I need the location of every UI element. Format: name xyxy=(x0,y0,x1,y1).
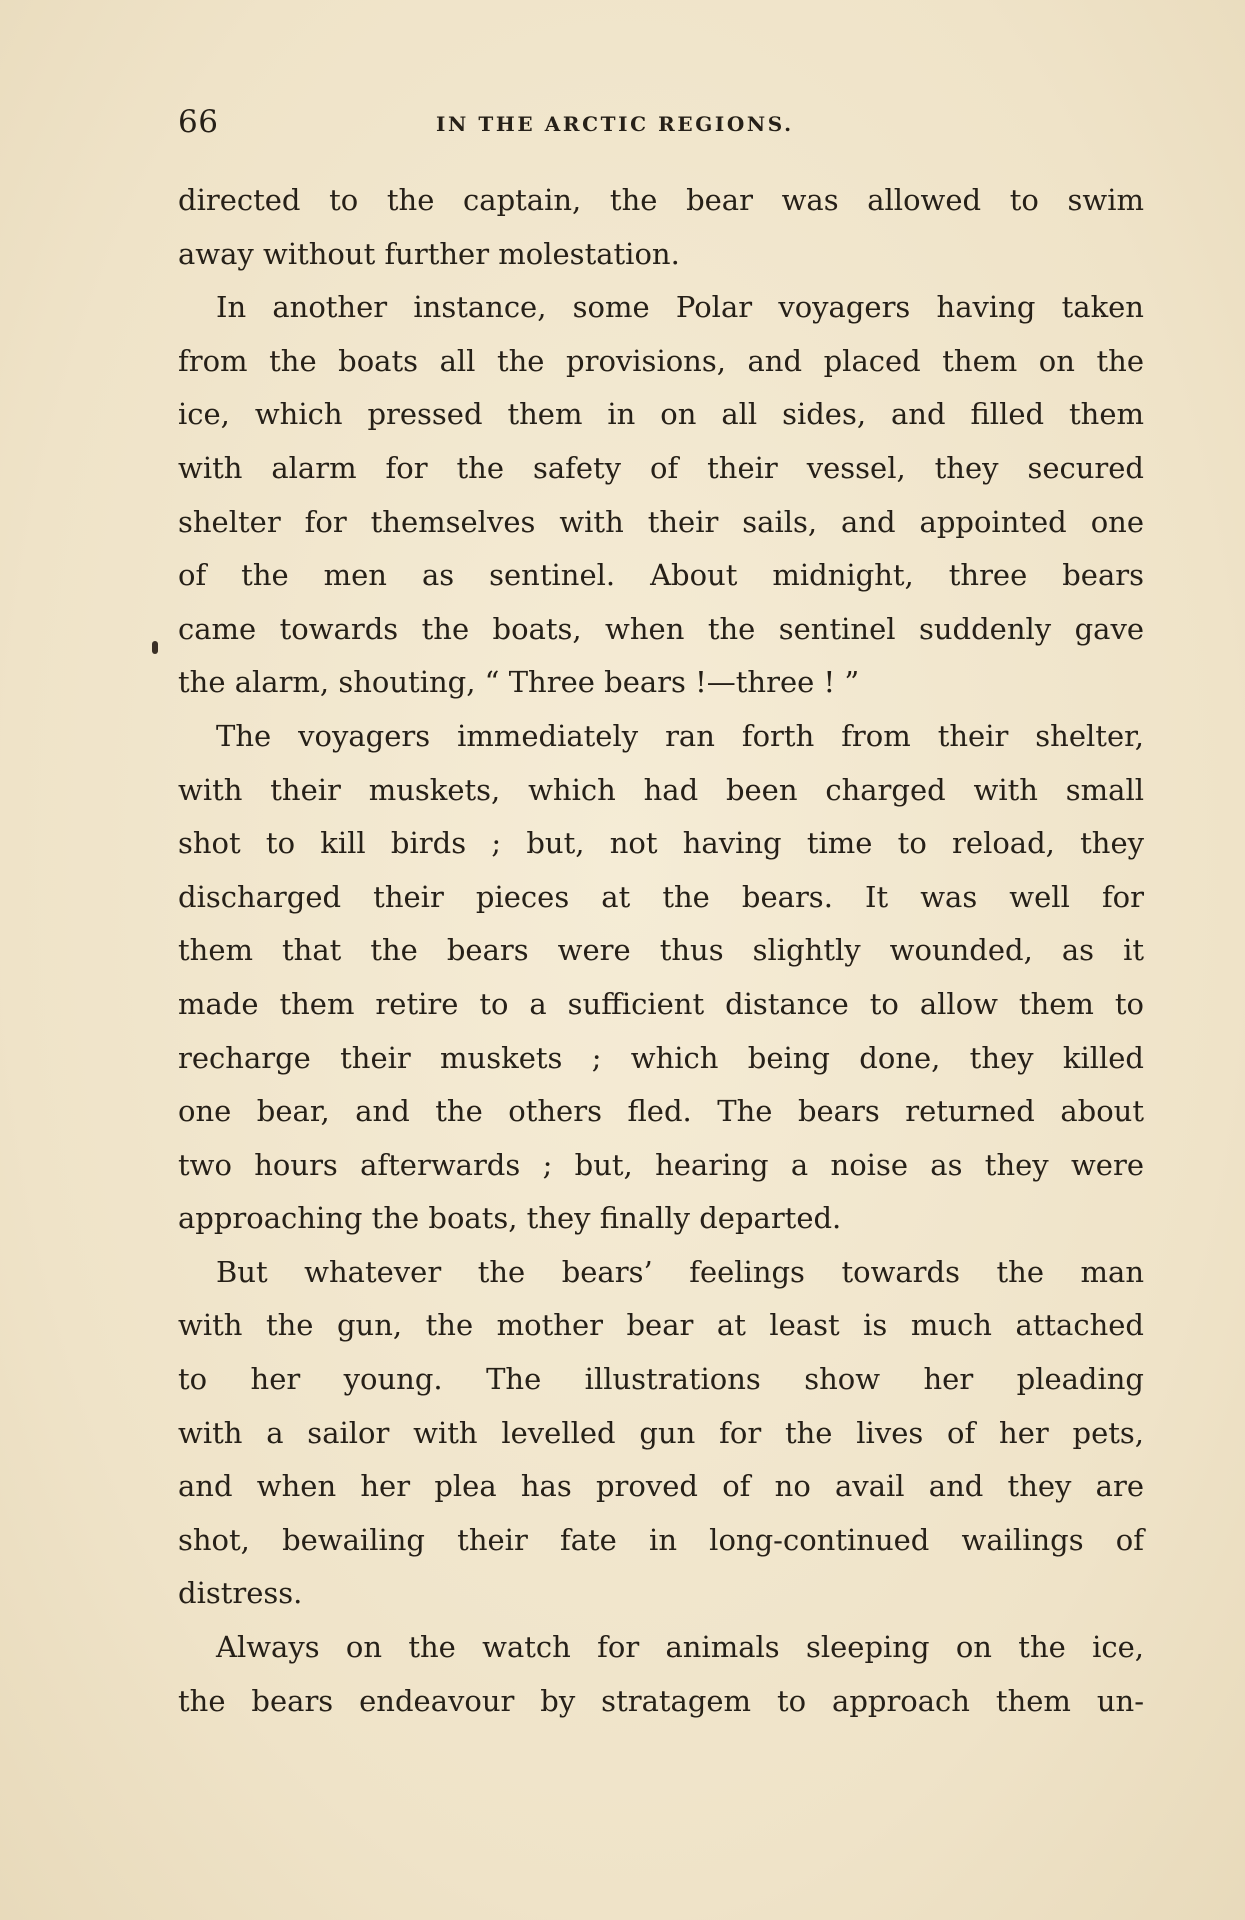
text-line: distress. xyxy=(178,1576,303,1611)
text-line: came towards the boats, when the sentinel suddenly gave xyxy=(178,611,1144,646)
text-line: and when her plea has proved of no avail and they are xyxy=(178,1469,1144,1504)
text-line: But whatever the bears’ feelings towards the man xyxy=(216,1254,1144,1289)
text-line: shelter for themselves with their sails, and appointed one xyxy=(178,504,1144,539)
text-line: them that the bears were thus slightly wounded, as it xyxy=(178,933,1144,968)
text-line: approaching the boats, they finally departed. xyxy=(178,1201,842,1236)
text-line: The voyagers immediately ran forth from their shelter, xyxy=(216,718,1144,753)
text-line: In another instance, some Polar voyagers having taken xyxy=(216,290,1144,325)
text-line: directed to the captain, the bear was allowed to swim xyxy=(178,183,1144,217)
text-line: made them retire to a sufficient distance to allow them to xyxy=(178,986,1144,1021)
text-line: ice, which pressed them in on all sides, and filled them xyxy=(178,397,1144,432)
text-line: two hours afterwards ; but, hearing a noise as they were xyxy=(178,1147,1144,1182)
page-number: 66 xyxy=(178,104,219,140)
text-line: with the gun, the mother bear at least is much attached xyxy=(178,1308,1144,1343)
body-text xyxy=(178,174,1144,1728)
text-line: the bears endeavour by stratagem to approach them un- xyxy=(178,1683,1144,1718)
text-line: shot to kill birds ; but, not having time to reload, they xyxy=(178,826,1144,861)
running-head: IN THE ARCTIC REGIONS. xyxy=(436,112,794,136)
text-line: to her young. The illustrations show her pleading xyxy=(178,1362,1144,1397)
text-line: discharged their pieces at the bears. It was well for xyxy=(178,879,1144,914)
text-line: away without further molestation. xyxy=(178,236,680,271)
text-line: from the boats all the provisions, and placed them on the xyxy=(178,343,1144,378)
text-line: with their muskets, which had been charged with small xyxy=(178,772,1144,807)
page-header xyxy=(178,104,1143,144)
text-line: Always on the watch for animals sleeping on the ice, xyxy=(216,1630,1144,1665)
text-line: recharge their muskets ; which being done, they killed xyxy=(178,1040,1144,1075)
text-line: shot, bewailing their fate in long-continued wailings of xyxy=(178,1522,1144,1557)
text-line: one bear, and the others fled. The bears returned about xyxy=(178,1094,1144,1129)
text-line: the alarm, shouting, “ Three bears !—three ! ” xyxy=(178,665,860,700)
margin-ink-mark xyxy=(152,641,158,654)
text-line: with alarm for the safety of their vessel, they secured xyxy=(178,450,1144,485)
text-line: of the men as sentinel. About midnight, three bears xyxy=(178,558,1144,593)
text-line: with a sailor with levelled gun for the lives of her pets, xyxy=(178,1415,1144,1450)
